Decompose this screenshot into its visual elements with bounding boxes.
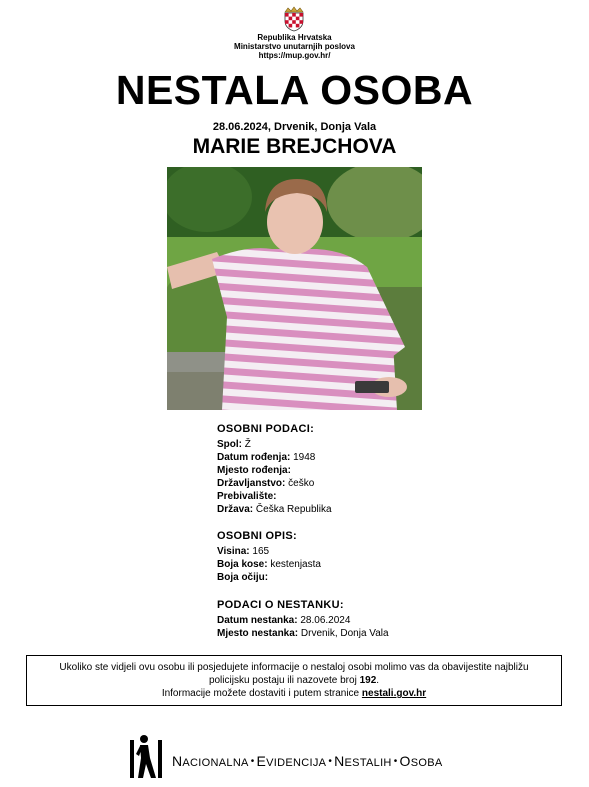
row-value: Češka Republika bbox=[255, 504, 332, 515]
footer-word: ESTALIH bbox=[344, 757, 392, 769]
nestali-site-link[interactable]: nestali.gov.hr bbox=[361, 688, 427, 699]
header-ministry: Ministarstvo unutarnjih poslova bbox=[234, 42, 355, 51]
date-place-line: 28.06.2024, Drvenik, Donja Vala bbox=[212, 121, 377, 133]
header-republic: Republika Hrvatska bbox=[257, 33, 332, 42]
row-label: Boja kose: bbox=[217, 559, 268, 570]
row-label: Visina: bbox=[217, 546, 250, 557]
footer-word: SOBA bbox=[410, 757, 443, 769]
person-name: MARIE BREJCHOVA bbox=[192, 135, 397, 158]
section-personal-heading: OSOBNI PODACI: bbox=[217, 423, 315, 435]
footer-initial: N bbox=[334, 753, 345, 769]
notice-line-3 bbox=[27, 687, 561, 700]
row-pob bbox=[217, 464, 291, 477]
row-value: 1948 bbox=[293, 452, 316, 463]
notice-text: Informacije možete dostaviti i putem stranice bbox=[161, 688, 362, 699]
coat-of-arms-icon bbox=[282, 6, 306, 32]
row-value: Ž bbox=[244, 439, 251, 450]
row-height bbox=[217, 545, 269, 558]
row-value: kestenjasta bbox=[270, 559, 321, 570]
footer-separator: • bbox=[328, 756, 333, 767]
row-disappearance-date bbox=[217, 614, 350, 627]
row-label: Država: bbox=[217, 504, 254, 515]
row-country bbox=[217, 503, 332, 516]
police-phone-number[interactable]: 192 bbox=[359, 675, 377, 686]
row-value: Drvenik, Donja Vala bbox=[300, 628, 389, 639]
row-eyes bbox=[217, 571, 268, 584]
footer-initial: O bbox=[399, 753, 411, 769]
footer-initial: E bbox=[256, 753, 267, 769]
row-label: Prebivalište: bbox=[217, 491, 277, 502]
person-photo bbox=[167, 167, 422, 410]
page-title: NESTALA OSOBA bbox=[115, 67, 474, 113]
row-label: Boja očiju: bbox=[217, 572, 269, 583]
footer-separator: • bbox=[250, 756, 255, 767]
row-disappearance-place bbox=[217, 627, 389, 640]
row-residence bbox=[217, 490, 276, 503]
notice-line-2 bbox=[27, 674, 561, 687]
row-value: češko bbox=[288, 478, 315, 489]
row-sex bbox=[217, 438, 251, 451]
section-description-heading: OSOBNI OPIS: bbox=[217, 530, 297, 542]
row-citizenship bbox=[217, 477, 314, 490]
footer-separator: • bbox=[393, 756, 398, 767]
contact-notice-box bbox=[26, 655, 562, 706]
row-label: Spol: bbox=[217, 439, 242, 450]
notice-text: . bbox=[376, 675, 380, 686]
footer-word: VIDENCIJA bbox=[266, 757, 327, 769]
section-disappearance-heading: PODACI O NESTANKU: bbox=[217, 599, 344, 611]
row-label: Datum nestanka: bbox=[217, 615, 298, 626]
row-label: Mjesto nestanka: bbox=[217, 628, 299, 639]
notice-line-1: Ukoliko ste vidjeli ovu osobu ili posjedujete informacije o nestaloj osobi molimo vas da obavijestite najbližu bbox=[59, 662, 529, 673]
row-label: Državljanstvo: bbox=[217, 478, 286, 489]
row-label: Datum rođenja: bbox=[217, 452, 291, 463]
footer-initial: N bbox=[172, 753, 183, 769]
footer-word: ACIONALNA bbox=[182, 757, 249, 769]
header-url[interactable]: https://mup.gov.hr/ bbox=[258, 51, 331, 60]
nestali-logo-icon bbox=[130, 734, 162, 782]
footer-organization-name bbox=[172, 753, 442, 769]
row-hair bbox=[217, 558, 321, 571]
row-dob bbox=[217, 451, 315, 464]
row-value: 28.06.2024 bbox=[300, 615, 351, 626]
row-value: 165 bbox=[252, 546, 270, 557]
notice-text: policijsku postaju ili nazovete broj bbox=[208, 675, 360, 686]
row-label: Mjesto rođenja: bbox=[217, 465, 291, 476]
